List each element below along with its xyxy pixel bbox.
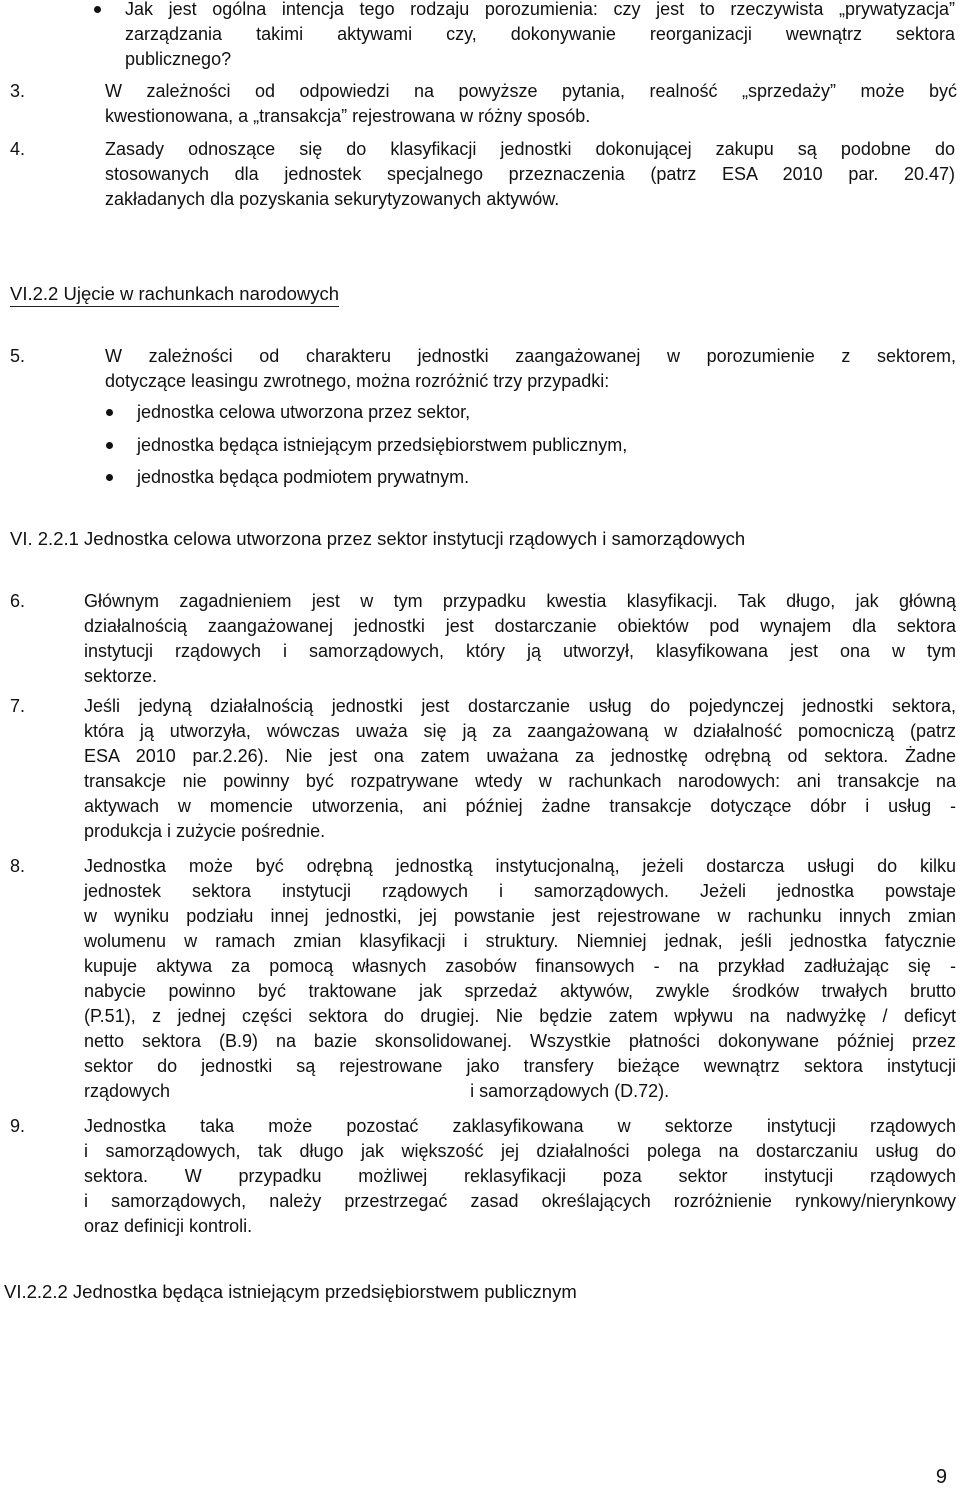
item-line: W zależności od odpowiedzi na powyższe pytania, realność „sprzedaży” może być	[105, 81, 957, 101]
item-number: 3.	[10, 81, 26, 101]
item-line: instytucji rządowych i samorządowych, który ją utworzył, klasyfikowana jest ona w tym	[84, 641, 956, 661]
item-line: kwestionowana, a „transakcja” rejestrowana w różny sposób.	[105, 106, 591, 126]
item-line: sektora. W przypadku możliwej reklasyfikacji poza sektor instytucji rządowych	[84, 1166, 956, 1186]
item-line: rządowych i samorządowych (D.72).	[84, 1081, 670, 1101]
section-heading: VI.2.2 Ujęcie w rachunkach narodowych	[10, 282, 339, 307]
item-line: wolumenu w ramach zmian klasyfikacji i struktury. Niemniej jednak, jeśli jednostka fatycznie	[84, 931, 956, 951]
item-number: 7.	[10, 696, 26, 716]
item-line: działalnością zaangażowanej jednostki jest dostarczanie obiektów pod wynajem dla sektora	[84, 616, 956, 636]
top-bullet-line: zarządzania takimi aktywami czy, dokonywanie reorganizacji wewnątrz sektora	[125, 24, 955, 44]
item-line: Jeśli jedyną działalnością jednostki jest dostarczanie usług do pojedynczej jednostki sektora,	[84, 696, 956, 716]
item-line: produkcja i zużycie pośrednie.	[84, 821, 326, 841]
item-line: Jednostka może być odrębną jednostką instytucjonalną, jeżeli dostarcza usługi do kilku	[84, 856, 956, 876]
item-line: Jednostka taka może pozostać zaklasyfikowana w sektorze instytucji rządowych	[84, 1116, 956, 1136]
list-item: jednostka celowa utworzona przez sektor,	[137, 402, 471, 422]
item-number: 8.	[10, 856, 26, 876]
list-item: jednostka będąca istniejącym przedsiębiorstwem publicznym,	[137, 435, 628, 455]
bullet-icon	[106, 474, 113, 481]
item-line: sektor do jednostki są rejestrowane jako transfery bieżące wewnątrz sektora instytucji	[84, 1056, 956, 1076]
section-heading: VI. 2.2.1 Jednostka celowa utworzona przez sektor instytucji rządowych i samorządowych	[10, 528, 746, 549]
bullet-icon	[106, 442, 113, 449]
item-line: ESA 2010 par.2.26). Nie jest ona zatem uważana za jednostkę odrębną od sektora. Żadne	[84, 746, 956, 766]
item-line: (P.51), z jednej części sektora do drugiej. Nie będzie zatem wpływu na nadwyżkę / deficyt	[84, 1006, 956, 1026]
item-line: W zależności od charakteru jednostki zaangażowanej w porozumienie z sektorem,	[105, 346, 956, 366]
item-line: i samorządowych, należy przestrzegać zasad określających rozróżnienie rynkowy/nierynkowy	[84, 1191, 956, 1211]
item-line: Głównym zagadnieniem jest w tym przypadku kwestia klasyfikacji. Tak długo, jak główną	[84, 591, 956, 611]
item-number: 6.	[10, 591, 26, 611]
item-number: 5.	[10, 346, 26, 366]
item-line: nabycie powinno być traktowane jak sprzedaż aktywów, zwykle środków trwałych brutto	[84, 981, 956, 1001]
top-bullet-line: Jak jest ogólna intencja tego rodzaju porozumienia: czy jest to rzeczywista „prywatyzacja”	[125, 0, 955, 19]
bullet-icon	[94, 6, 101, 13]
list-item: jednostka będąca podmiotem prywatnym.	[137, 467, 470, 487]
item-line: jednostek sektora instytucji rządowych i samorządowych. Jeżeli jednostka powstaje	[84, 881, 956, 901]
item-line: aktywach w momencie utworzenia, ani później żadne transakcje dotyczące dóbr i usług -	[84, 796, 956, 816]
item-line: zakładanych dla pozyskania sekurytyzowanych aktywów.	[105, 189, 560, 209]
item-line: Zasady odnoszące się do klasyfikacji jednostki dokonującej zakupu są podobne do	[105, 139, 955, 159]
item-line: sektorze.	[84, 666, 158, 686]
section-heading: VI.2.2.2 Jednostka będąca istniejącym przedsiębiorstwem publicznym	[4, 1281, 577, 1302]
item-number: 9.	[10, 1116, 26, 1136]
item-line: dotyczące leasingu zwrotnego, można rozróżnić trzy przypadki:	[105, 371, 610, 391]
item-line: oraz definicji kontroli.	[84, 1216, 253, 1236]
item-line: stosowanych dla jednostek specjalnego przeznaczenia (patrz ESA 2010 par. 20.47)	[105, 164, 955, 184]
item-line: w wyniku podziału innej jednostki, jej powstanie jest rejestrowane w rachunku innych zmian	[84, 906, 956, 926]
item-line: i samorządowych, tak długo jak większość jej działalności polega na dostarczaniu usług do	[84, 1141, 956, 1161]
page-number: 9	[935, 1466, 947, 1488]
item-line: transakcje nie powinny być rozpatrywane wtedy w rachunkach narodowych: ani transakcje na	[84, 771, 956, 791]
item-line: kupuje aktywa za pomocą własnych zasobów finansowych - na przykład zadłużając się -	[84, 956, 956, 976]
item-number: 4.	[10, 139, 26, 159]
bullet-icon	[106, 409, 113, 416]
item-line: netto sektora (B.9) na bazie skonsolidowanej. Wszystkie płatności dokonywane później przez	[84, 1031, 956, 1051]
item-line: która ją utworzyła, wówczas uważa się ją za zaangażowaną w działalność pomocniczą (patrz	[84, 721, 956, 741]
top-bullet-line: publicznego?	[125, 49, 232, 69]
